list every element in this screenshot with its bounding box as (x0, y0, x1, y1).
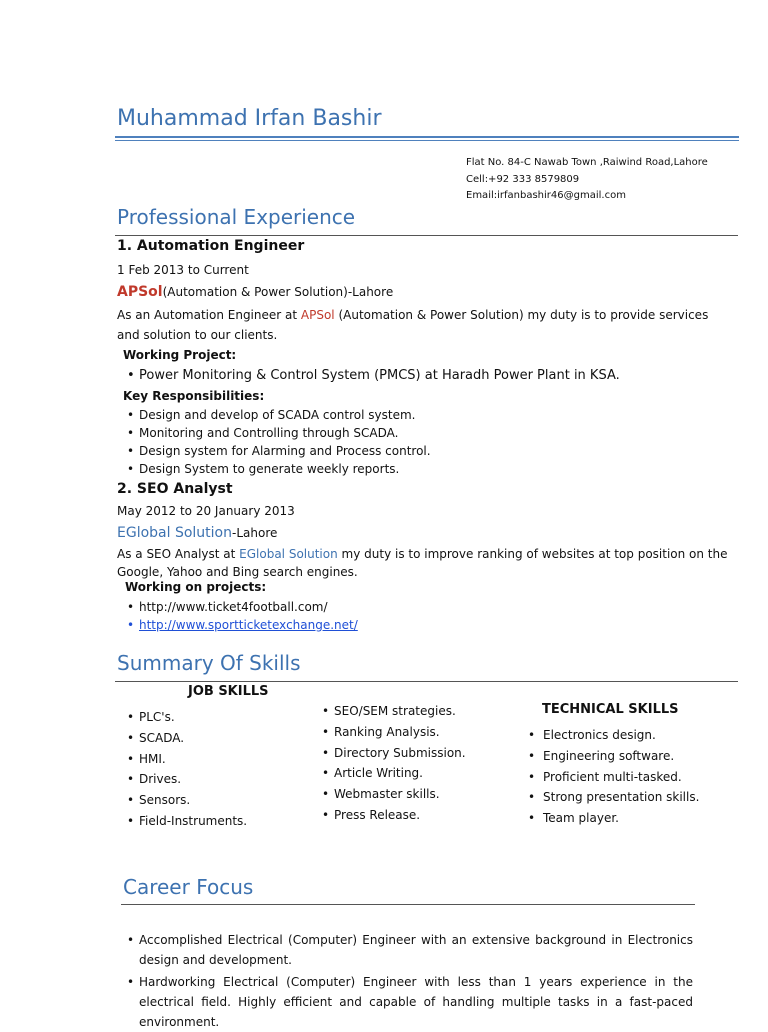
job1-resp-list (125, 406, 431, 478)
list-item: • Monitoring and Controlling through SCADA. (125, 424, 431, 442)
list-item: • HMI. (125, 749, 247, 770)
project-link[interactable]: • http://www.ticket4football.com/ (125, 598, 358, 616)
job2-project-label: Working on projects: (125, 580, 267, 594)
list-item: • Electronics design. (526, 725, 699, 746)
list-item: • Design System to generate weekly reports. (125, 460, 431, 478)
job1-description (117, 305, 709, 345)
technical-skills-list (526, 725, 699, 829)
list-item: • Proficient multi-tasked. (526, 767, 699, 788)
skills-heading: Summary Of Skills (117, 651, 301, 675)
list-item: • Ranking Analysis. (320, 722, 466, 743)
job1-desc-company: APSol (300, 308, 335, 322)
job2-company (117, 525, 277, 541)
seo-skills-list (320, 701, 466, 826)
cell-line: Cell:+92 333 8579809 (466, 173, 580, 185)
list-item: • Strong presentation skills. (526, 787, 699, 808)
project-link[interactable]: • http://www.sportticketexchange.net/ (125, 616, 358, 634)
list-item: • Power Monitoring & Control System (PMCS) at Haradh Power Plant in KSA. (125, 368, 620, 383)
list-item: • Team player. (526, 808, 699, 829)
list-item: • Sensors. (125, 790, 247, 811)
list-item: • PLC's. (125, 707, 247, 728)
list-item: • Press Release. (320, 805, 466, 826)
job1-project-label: Working Project: (123, 348, 237, 362)
list-item: • Field-Instruments. (125, 811, 247, 832)
job1-company (117, 284, 393, 300)
job1-desc-post: (Automation & Power Solution) my duty is to provide services (334, 308, 709, 322)
job-skills-list (125, 707, 247, 832)
list-item: • Accomplished Electrical (Computer) Engineer with an extensive background in Electronics design and development. (125, 930, 693, 970)
job2-desc-line2: Google, Yahoo and Bing search engines. (117, 565, 358, 579)
technical-skills-heading: TECHNICAL SKILLS (542, 702, 679, 717)
job1-company-name: APSol (117, 284, 163, 300)
job1-title: 1. Automation Engineer (117, 238, 305, 254)
job1-dates: 1 Feb 2013 to Current (117, 263, 249, 277)
job-skills-heading: JOB SKILLS (188, 684, 269, 699)
job2-desc-company: EGlobal Solution (239, 547, 338, 561)
job1-resp-label: Key Responsibilities: (123, 389, 265, 403)
job2-title: 2. SEO Analyst (117, 481, 233, 497)
email-line: Email:irfanbashir46@gmail.com (466, 190, 626, 201)
job2-description (117, 545, 728, 581)
job1-project-list (125, 368, 620, 383)
job2-company-name: EGlobal Solution (117, 525, 232, 541)
list-item: • Design and develop of SCADA control system. (125, 406, 431, 424)
career-divider (121, 904, 695, 905)
list-item: • SEO/SEM strategies. (320, 701, 466, 722)
job1-desc-line2: and solution to our clients. (117, 328, 278, 342)
header-divider (115, 136, 739, 141)
job2-dates: May 2012 to 20 January 2013 (117, 504, 295, 518)
career-heading: Career Focus (123, 875, 254, 899)
list-item: • Design system for Alarming and Process control. (125, 442, 431, 460)
list-item: • Directory Submission. (320, 743, 466, 764)
job2-company-tail: -Lahore (232, 526, 278, 540)
candidate-name: Muhammad Irfan Bashir (117, 106, 382, 131)
experience-divider (115, 235, 738, 236)
list-item: • Article Writing. (320, 763, 466, 784)
contact-block (466, 155, 708, 205)
job1-company-tail: (Automation & Power Solution)-Lahore (162, 285, 394, 299)
job2-desc-pre: As a SEO Analyst at (117, 547, 240, 561)
job2-desc-post: my duty is to improve ranking of websites at top position on the (337, 547, 728, 561)
job1-desc-pre: As an Automation Engineer at (117, 308, 301, 322)
skills-divider (115, 681, 738, 682)
experience-heading: Professional Experience (117, 205, 356, 229)
list-item: • Hardworking Electrical (Computer) Engineer with less than 1 years experience in the electrical field. Highly efficient and capable of handling multiple tasks in a fast-paced environment. (125, 972, 693, 1032)
list-item: • Engineering software. (526, 746, 699, 767)
job2-project-list (125, 598, 358, 634)
list-item: • Webmaster skills. (320, 784, 466, 805)
career-list (125, 930, 693, 1032)
list-item: • Drives. (125, 769, 247, 790)
list-item: • SCADA. (125, 728, 247, 749)
address-line: Flat No. 84-C Nawab Town ,Raiwind Road,Lahore (466, 157, 708, 168)
